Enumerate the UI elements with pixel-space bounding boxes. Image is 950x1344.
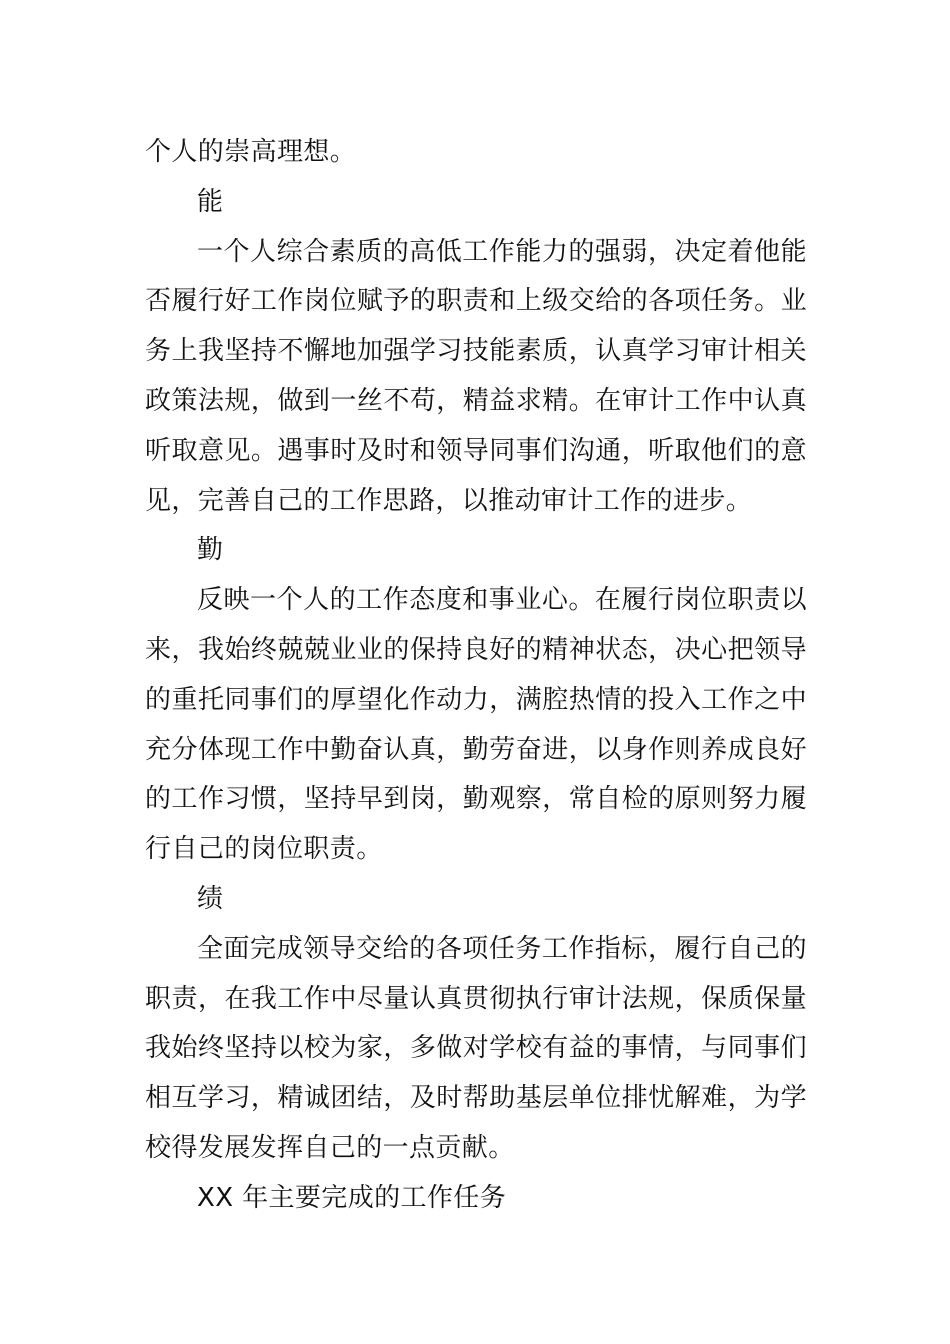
section-heading-neng: 能 [197, 186, 224, 217]
paragraph-diligence: 反映一个人的工作态度和事业心。在履行岗位职责以来，我始终兢兢业业的保持良好的精神状态，决心把领导的重托同事们的厚望化作动力，满腔热情的投入工作之中充分体现工作中勤奋认真，勤劳奋进，以身作则养成良好的工作习惯，坚持早到岗，勤观察，常自检的原则努力履行自己的岗位职责。 [145, 585, 807, 865]
section-heading-ji: 绩 [197, 883, 224, 914]
document-body [145, 128, 807, 1224]
section-heading-qin: 勤 [197, 535, 224, 566]
paragraph-achievement: 全面完成领导交给的各项任务工作指标，履行自己的职责，在我工作中尽量认真贯彻执行审计法规，保质保量我始终坚持以校为家，多做对学校有益的事情，与同事们相互学习，精诚团结，及时帮助基层单位排忧解难，为学校得发展发挥自己的一点贡献。 [145, 933, 807, 1163]
paragraph-ability: 一个人综合素质的高低工作能力的强弱，决定着他能否履行好工作岗位赋予的职责和上级交给的各项任务。业务上我坚持不懈地加强学习技能素质，认真学习审计相关政策法规，做到一丝不苟，精益求精。在审计工作中认真听取意见。遇事时及时和领导同事们沟通，听取他们的意见，完善自己的工作思路，以推动审计工作的进步。 [145, 236, 807, 516]
paragraph-continuation: 个人的崇高理想。 [145, 137, 357, 167]
section-heading-annual-tasks: XX 年主要完成的工作任务 [197, 1182, 507, 1213]
